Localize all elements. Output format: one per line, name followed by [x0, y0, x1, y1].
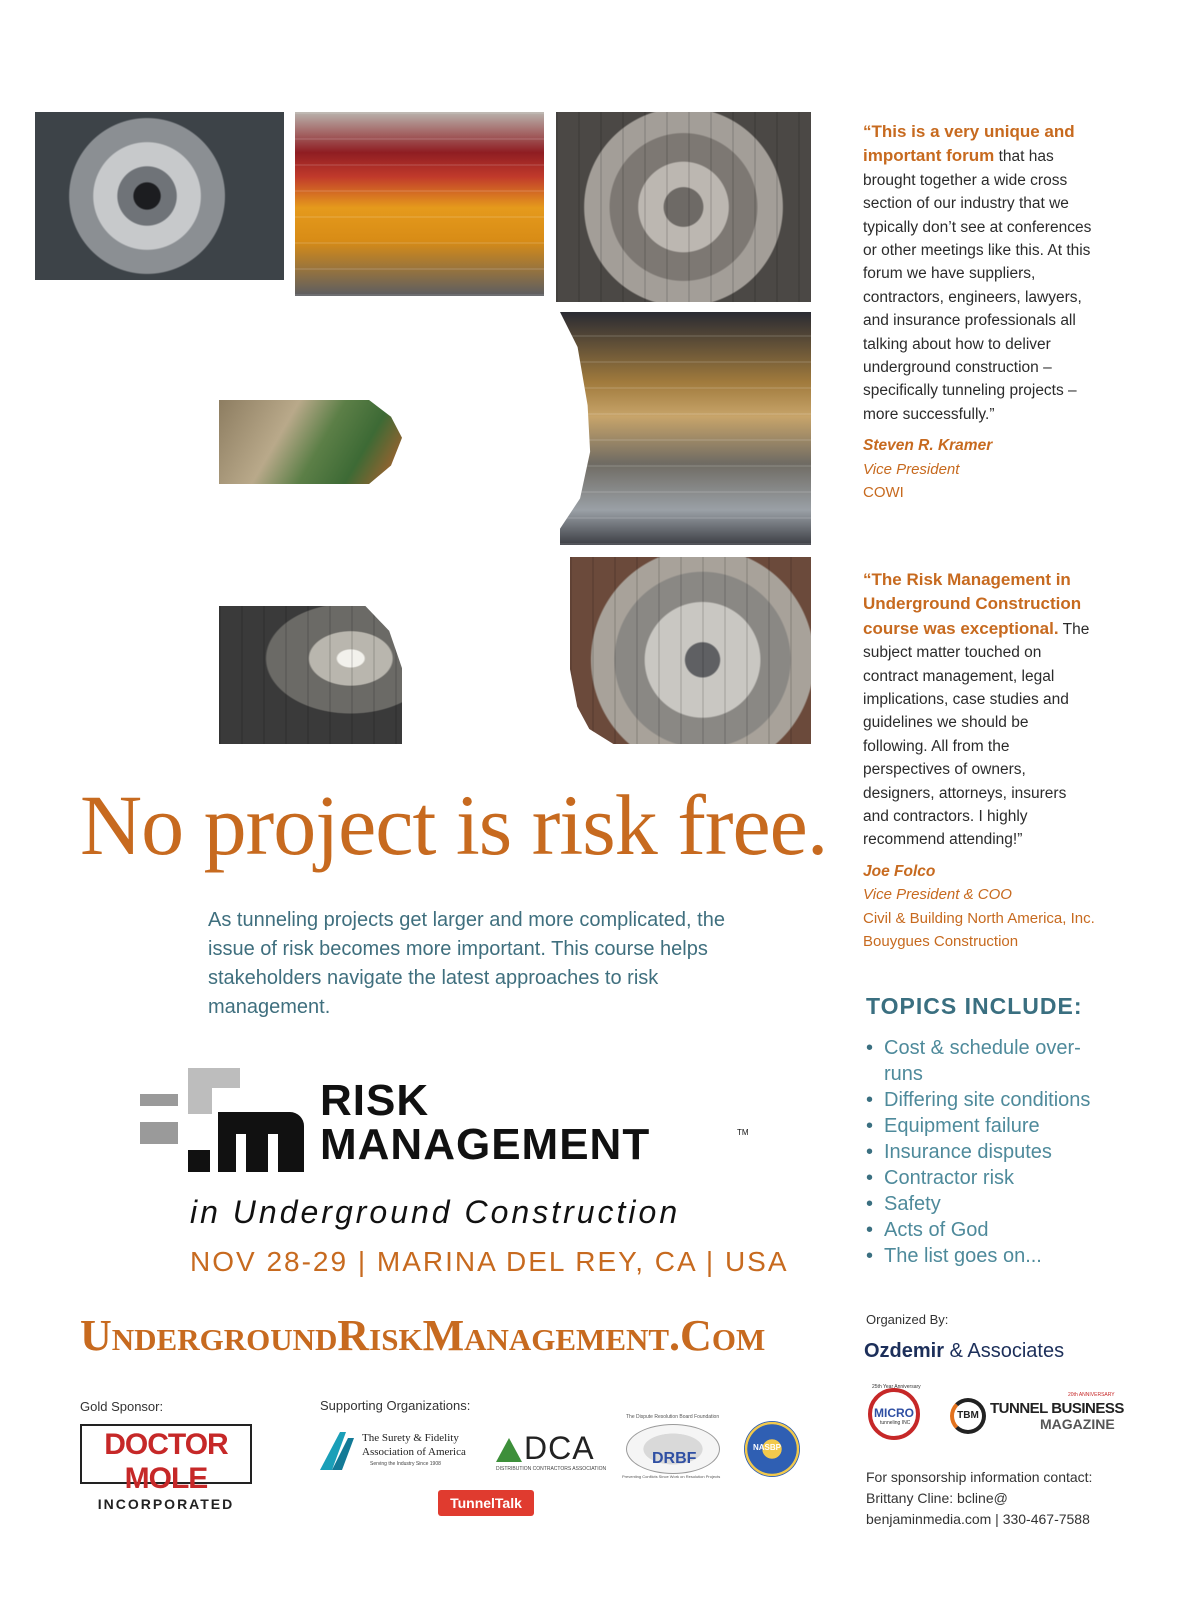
sfaa-mark-icon	[318, 1428, 358, 1472]
drbf-logo	[620, 1414, 724, 1484]
organizer-name-bold: Ozdemir	[864, 1340, 945, 1362]
photo-cutterhead	[556, 112, 811, 302]
photo-aerial-shaft	[219, 400, 402, 484]
topic-item: • Equipment failure	[866, 1113, 1116, 1139]
topic-item: • Safety	[866, 1191, 1116, 1217]
tbm-line1: TUNNEL BUSINESS	[990, 1400, 1124, 1417]
dca-logo	[496, 1430, 606, 1474]
supporting-orgs-label: Supporting Organizations:	[320, 1398, 471, 1413]
micro-anniversary: 25th Year Anniversary	[872, 1384, 921, 1390]
drbf-wordmark: DRBF	[652, 1450, 697, 1467]
doctor-mole-sub: INCORPORATED	[97, 1496, 235, 1512]
photo-rail-tunnel	[219, 606, 402, 744]
gold-sponsor-label: Gold Sponsor:	[80, 1399, 164, 1414]
micro-tunneling-logo	[866, 1384, 926, 1444]
dca-triangle-icon	[496, 1438, 522, 1462]
organizer-name-rest: & Associates	[944, 1340, 1065, 1362]
sfaa-line3: Serving the Industry Since 1908	[370, 1461, 441, 1467]
logo-word-risk: RISK	[320, 1076, 430, 1125]
organizer-logo	[864, 1340, 1064, 1363]
topics-list	[866, 1035, 1116, 1269]
testimonial-2-org2: Bouygues Construction	[863, 933, 1019, 951]
doctor-mole-logo	[80, 1424, 252, 1512]
tbm-anniversary: 20th ANNIVERSARY	[1068, 1392, 1115, 1398]
topic-item: • Contractor risk	[866, 1165, 1116, 1191]
sfaa-line2: Association of America	[362, 1446, 466, 1458]
testimonial-2-text	[863, 568, 1095, 852]
trademark: TM	[737, 1128, 749, 1137]
drbf-bottom-text: Preventing Conflicts Since Work on Resolution Projects	[622, 1474, 721, 1479]
testimonial-2-name: Joe Folco	[863, 862, 936, 880]
tunneltalk-wordmark: TunnelTalk	[450, 1495, 522, 1511]
topics-title: TOPICS INCLUDE:	[866, 993, 1083, 1019]
event-website-link[interactable]: UndergroundRiskManagement.Com	[80, 1311, 766, 1360]
testimonial-1-role: Vice President	[863, 460, 960, 478]
topic-item: • Insurance disputes	[866, 1139, 1116, 1165]
testimonial-1-name: Steven R. Kramer	[863, 437, 993, 455]
rm-monogram-icon	[140, 1068, 310, 1188]
testimonial-1	[863, 120, 1095, 505]
nasbp-wordmark: NASBP	[753, 1443, 782, 1452]
photo-crane-lift	[295, 112, 544, 296]
tbm-line2: MAGAZINE	[1040, 1416, 1115, 1432]
testimonial-1-body: that has brought together a wide cross section of our industry that we typically don’t see at conferences or other meetings like this. At this forum we have suppliers, contractors, engineers, lawyers, and insurance professionals all talking about how to deliver underground construction – specifically tunneling projects – more successfully.”	[863, 148, 1092, 423]
doctor-mole-name: DOCTOR MOLE	[104, 1428, 228, 1495]
micro-wordmark: MICRO	[874, 1406, 914, 1420]
event-logo	[140, 1068, 760, 1188]
testimonial-1-text	[863, 120, 1095, 426]
testimonial-2	[863, 568, 1095, 954]
topic-item: • Differing site conditions	[866, 1087, 1116, 1113]
sponsorship-contact: For sponsorship information contact: Brittany Cline: bcline@ benjaminmedia.com | 330-467-7588	[866, 1469, 1093, 1527]
topic-item: • Cost & schedule over-runs	[866, 1035, 1116, 1087]
tbm-badge-icon	[950, 1398, 986, 1434]
photo-tbm-city	[570, 557, 811, 744]
drbf-top-text: The Dispute Resolution Board Foundation	[626, 1414, 720, 1420]
headline: No project is risk free.	[80, 777, 828, 873]
tbm-logo	[950, 1392, 1125, 1438]
organized-by-label: Organized By:	[866, 1312, 949, 1327]
event-dates: NOV 28-29 | MARINA DEL REY, CA | USA	[190, 1246, 789, 1277]
lead-paragraph: As tunneling projects get larger and more complicated, the issue of risk becomes more important. This course helps stakeholders navigate the latest approaches to risk management.	[208, 909, 725, 1018]
logo-subtitle: in Underground Construction	[190, 1194, 681, 1230]
sfaa-logo	[318, 1428, 478, 1474]
logo-word-management: MANAGEMENT	[320, 1120, 651, 1169]
testimonial-2-body: The subject matter touched on contract management, legal implications, case studies and guidelines we should be following. All from the perspectives of owners, designers, attorneys, insurers and contractors. I highly recommend attending!”	[863, 620, 1090, 849]
testimonial-1-highlight: “This is a very unique and important forum	[863, 122, 1075, 166]
topic-item: • The list goes on...	[866, 1243, 1116, 1269]
photo-tunnel-portal	[35, 112, 284, 280]
testimonial-2-org: Civil & Building North America, Inc.	[863, 909, 1095, 927]
tunneltalk-logo	[438, 1490, 534, 1516]
tbm-badge-text: TBM	[957, 1410, 979, 1421]
testimonial-2-role: Vice President & COO	[863, 886, 1012, 904]
testimonial-1-org: COWI	[863, 484, 904, 502]
dca-subtitle: DISTRIBUTION CONTRACTORS ASSOCIATION	[496, 1466, 607, 1472]
topic-item: • Acts of God	[866, 1217, 1116, 1243]
testimonial-2-highlight: “The Risk Management in Underground Construction course was exceptional.	[863, 570, 1082, 638]
nasbp-seal	[744, 1421, 800, 1477]
photo-construction-site	[560, 312, 811, 545]
micro-sub: tunneling INC	[880, 1420, 911, 1426]
sfaa-line1: The Surety & Fidelity	[362, 1432, 459, 1444]
dca-wordmark: DCA	[524, 1430, 595, 1466]
